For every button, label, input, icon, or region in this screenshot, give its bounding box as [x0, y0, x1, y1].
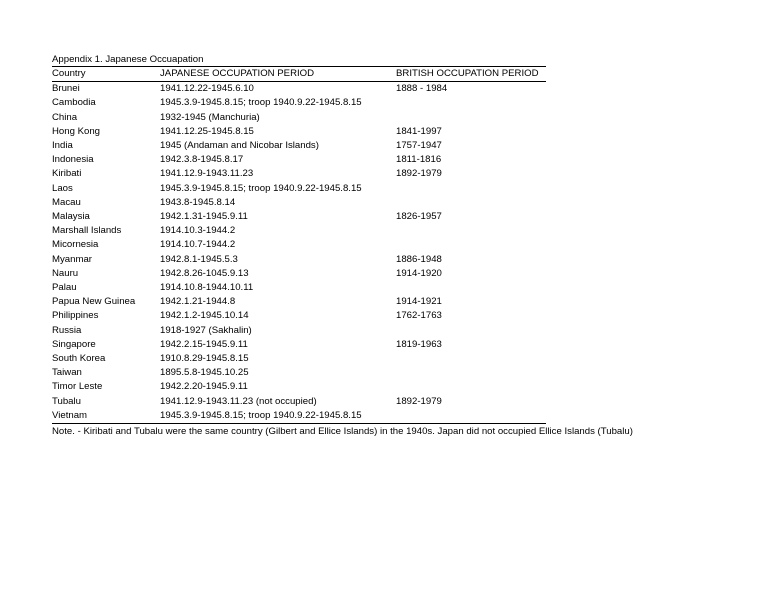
table-body: [52, 82, 546, 424]
cell-british-period: 1757-1947: [396, 140, 442, 152]
cell-country: Cambodia: [52, 97, 96, 109]
cell-country: China: [52, 111, 78, 123]
cell-country: Philippines: [52, 310, 99, 322]
table-row: [52, 153, 546, 167]
table-row: [52, 324, 546, 338]
cell-country: Laos: [52, 182, 73, 194]
cell-british-period: 1826-1957: [396, 211, 442, 223]
table-row: [52, 366, 546, 380]
cell-british-period: [396, 224, 546, 238]
cell-japanese-period: 1941.12.22-1945.6.10: [160, 83, 254, 95]
table-row: [52, 409, 546, 424]
cell-country: Vietnam: [52, 409, 88, 421]
cell-country: Brunei: [52, 83, 80, 95]
cell-british-period: [396, 409, 546, 424]
cell-japanese-period: 1942.2.20-1945.9.11: [160, 381, 248, 393]
cell-japanese-period: 1943.8-1945.8.14: [160, 196, 236, 208]
table-row: [52, 96, 546, 110]
cell-country: Myanmar: [52, 253, 92, 265]
cell-japanese-period: 1942.8.26-1045.9.13: [160, 267, 249, 279]
table-row: [52, 352, 546, 366]
cell-japanese-period: 1914.10.3-1944.2: [160, 225, 236, 237]
header-japanese-period: JAPANESE OCCUPATION PERIOD: [160, 68, 315, 79]
table-note: Note. - Kiribati and Tubalu were the same country (Gilbert and Ellice Islands) in the 1940s. Japan did not occupied Ellice Islands (Tubalu): [52, 426, 633, 438]
cell-british-period: 1819-1963: [396, 338, 442, 350]
cell-british-period: 1914-1920: [396, 267, 442, 279]
cell-country: Singapore: [52, 338, 96, 350]
document-page: [52, 53, 652, 439]
cell-british-period: [396, 352, 546, 366]
cell-japanese-period: 1942.1.2-1945.10.14: [160, 310, 249, 322]
cell-country: Tubalu: [52, 395, 81, 407]
cell-country: Hong Kong: [52, 125, 101, 137]
cell-japanese-period: 1945.3.9-1945.8.15; troop 1940.9.22-1945.8.15: [160, 97, 362, 109]
cell-country: Russia: [52, 324, 82, 336]
cell-british-period: 1914-1921: [396, 296, 442, 308]
table-row: [52, 167, 546, 181]
cell-japanese-period: 1942.1.31-1945.9.11: [160, 211, 248, 223]
table-row: [52, 380, 546, 394]
table-header-row: [52, 67, 546, 82]
cell-country: Marshall Islands: [52, 225, 122, 237]
cell-japanese-period: 1945 (Andaman and Nicobar Islands): [160, 140, 319, 152]
cell-british-period: [396, 380, 546, 394]
table-row: [52, 253, 546, 267]
cell-japanese-period: 1910.8.29-1945.8.15: [160, 353, 249, 365]
cell-country: Malaysia: [52, 211, 90, 223]
header-british-period: BRITISH OCCUPATION PERIOD: [396, 68, 539, 79]
cell-japanese-period: 1941.12.25-1945.8.15: [160, 125, 254, 137]
cell-country: Kiribati: [52, 168, 82, 180]
cell-british-period: 1888 - 1984: [396, 83, 448, 95]
cell-country: Timor Leste: [52, 381, 103, 393]
table-row: [52, 210, 546, 224]
cell-japanese-period: 1945.3.9-1945.8.15; troop 1940.9.22-1945.8.15: [160, 409, 362, 421]
cell-british-period: [396, 238, 546, 252]
cell-british-period: 1892-1979: [396, 168, 442, 180]
table-row: [52, 267, 546, 281]
cell-country: Macau: [52, 196, 81, 208]
cell-british-period: 1892-1979: [396, 395, 442, 407]
cell-british-period: [396, 96, 546, 110]
cell-country: Papua New Guinea: [52, 296, 136, 308]
cell-british-period: 1886-1948: [396, 253, 442, 265]
table-row: [52, 338, 546, 352]
cell-japanese-period: 1895.5.8-1945.10.25: [160, 367, 249, 379]
cell-country: Indonesia: [52, 154, 94, 166]
cell-japanese-period: 1932-1945 (Manchuria): [160, 111, 260, 123]
cell-country: South Korea: [52, 353, 106, 365]
table-caption: Appendix 1. Japanese Occuapation: [52, 54, 204, 65]
table-row: [52, 111, 546, 125]
cell-japanese-period: 1914.10.8-1944.10.11: [160, 282, 254, 294]
cell-british-period: [396, 281, 546, 295]
cell-japanese-period: 1942.2.15-1945.9.11: [160, 338, 248, 350]
cell-country: Taiwan: [52, 367, 82, 379]
cell-british-period: [396, 111, 546, 125]
cell-british-period: 1762-1763: [396, 310, 442, 322]
table-row: [52, 295, 546, 309]
occupation-table: [52, 66, 546, 424]
cell-british-period: 1841-1997: [396, 125, 442, 137]
cell-british-period: [396, 182, 546, 196]
cell-japanese-period: 1941.12.9-1943.11.23: [160, 168, 254, 180]
cell-british-period: 1811-1816: [396, 154, 442, 166]
cell-japanese-period: 1942.1.21-1944.8: [160, 296, 236, 308]
table-row: [52, 125, 546, 139]
header-country: Country: [52, 68, 86, 79]
cell-country: Palau: [52, 282, 77, 294]
table-row: [52, 224, 546, 238]
table-row: [52, 281, 546, 295]
cell-japanese-period: 1942.3.8-1945.8.17: [160, 154, 244, 166]
cell-british-period: [396, 196, 546, 210]
table-row: [52, 395, 546, 409]
cell-british-period: [396, 366, 546, 380]
cell-japanese-period: 1941.12.9-1943.11.23 (not occupied): [160, 395, 317, 407]
table-row: [52, 309, 546, 323]
cell-japanese-period: 1914.10.7-1944.2: [160, 239, 236, 251]
table-row: [52, 196, 546, 210]
cell-japanese-period: 1942.8.1-1945.5.3: [160, 253, 238, 265]
table-row: [52, 139, 546, 153]
cell-country: India: [52, 140, 73, 152]
cell-japanese-period: 1918-1927 (Sakhalin): [160, 324, 252, 336]
cell-japanese-period: 1945.3.9-1945.8.15; troop 1940.9.22-1945.8.15: [160, 182, 362, 194]
cell-country: Nauru: [52, 267, 79, 279]
table-row: [52, 82, 546, 97]
table-row: [52, 182, 546, 196]
cell-british-period: [396, 324, 546, 338]
table-row: [52, 238, 546, 252]
cell-country: Micornesia: [52, 239, 99, 251]
